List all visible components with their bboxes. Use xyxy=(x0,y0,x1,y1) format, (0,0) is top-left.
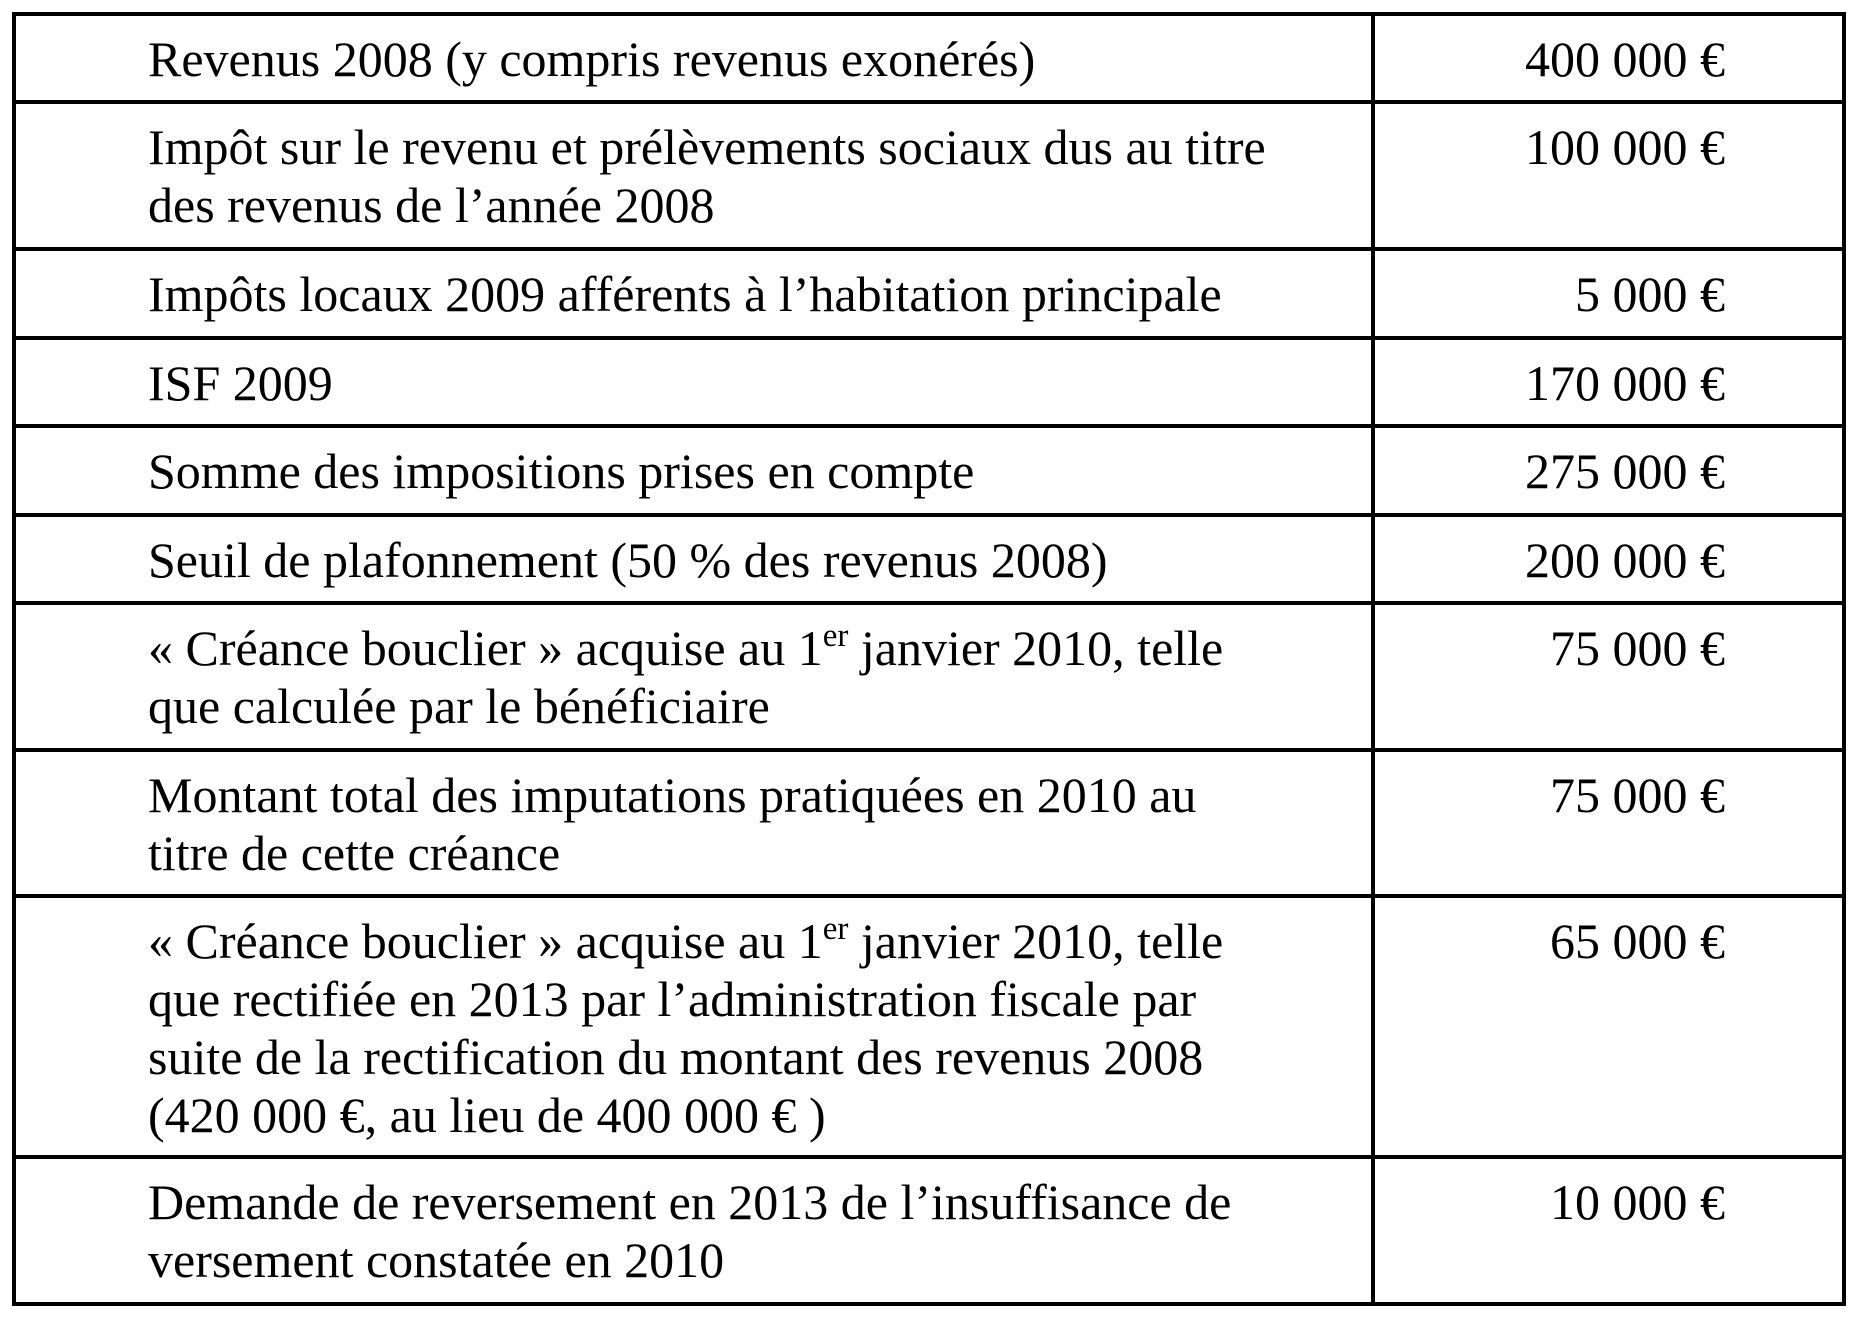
label-line xyxy=(148,619,1371,677)
label-line: que calculée par le bénéficiaire xyxy=(148,678,770,734)
label-line: ISF 2009 xyxy=(148,355,333,411)
table-row xyxy=(12,601,1846,752)
label-line xyxy=(148,912,1371,970)
row-label xyxy=(16,340,1375,424)
row-amount: 5 000 € xyxy=(1575,266,1725,322)
table-row xyxy=(12,513,1846,605)
label-line: que rectifiée en 2013 par l’administration fiscale par xyxy=(148,971,1197,1027)
row-label xyxy=(16,605,1375,748)
table-row xyxy=(12,1155,1846,1306)
row-amount: 200 000 € xyxy=(1525,532,1725,588)
table-row xyxy=(12,12,1846,104)
label-line: Montant total des imputations pratiquées en 2010 au xyxy=(148,767,1197,823)
label-line: versement constatée en 2010 xyxy=(148,1232,725,1288)
label-line: titre de cette créance xyxy=(148,825,561,881)
table-row xyxy=(12,424,1846,517)
row-label xyxy=(16,428,1375,513)
label-text: janvier 2010, telle xyxy=(848,913,1224,969)
row-label xyxy=(16,898,1375,1155)
label-line: Somme des impositions prises en compte xyxy=(148,443,975,499)
ordinal-superscript: er xyxy=(822,911,849,947)
label-text: « Créance bouclier » acquise au 1 xyxy=(148,913,823,969)
table-row xyxy=(12,100,1846,251)
label-line: Impôt sur le revenu et prélèvements sociaux dus au titre xyxy=(148,119,1266,175)
row-label xyxy=(16,1159,1375,1302)
table-row xyxy=(12,894,1846,1159)
label-line: (420 000 €, au lieu de 400 000 € ) xyxy=(148,1087,826,1143)
row-label xyxy=(16,16,1375,100)
row-label xyxy=(16,104,1375,247)
label-line: Revenus 2008 (y compris revenus exonérés) xyxy=(148,31,1036,87)
row-amount: 75 000 € xyxy=(1550,767,1725,823)
row-amount: 100 000 € xyxy=(1525,119,1725,175)
label-text: « Créance bouclier » acquise au 1 xyxy=(148,620,823,676)
label-line: Demande de reversement en 2013 de l’insuffisance de xyxy=(148,1174,1232,1230)
table-row xyxy=(12,336,1846,428)
table-row xyxy=(12,748,1846,898)
row-amount: 10 000 € xyxy=(1550,1174,1725,1230)
row-label xyxy=(16,517,1375,601)
label-line: suite de la rectification du montant des revenus 2008 xyxy=(148,1029,1204,1085)
row-label xyxy=(16,251,1375,336)
row-amount: 65 000 € xyxy=(1550,913,1725,969)
row-amount: 75 000 € xyxy=(1550,620,1725,676)
table-row xyxy=(12,247,1846,340)
label-text: janvier 2010, telle xyxy=(848,620,1224,676)
row-label xyxy=(16,752,1375,894)
label-line: des revenus de l’année 2008 xyxy=(148,177,715,233)
label-line: Seuil de plafonnement (50 % des revenus 2008) xyxy=(148,532,1108,588)
label-line: Impôts locaux 2009 afférents à l’habitation principale xyxy=(148,266,1222,322)
ordinal-superscript: er xyxy=(822,618,849,654)
row-amount: 170 000 € xyxy=(1525,355,1725,411)
row-amount: 400 000 € xyxy=(1525,31,1725,87)
row-amount: 275 000 € xyxy=(1525,443,1725,499)
